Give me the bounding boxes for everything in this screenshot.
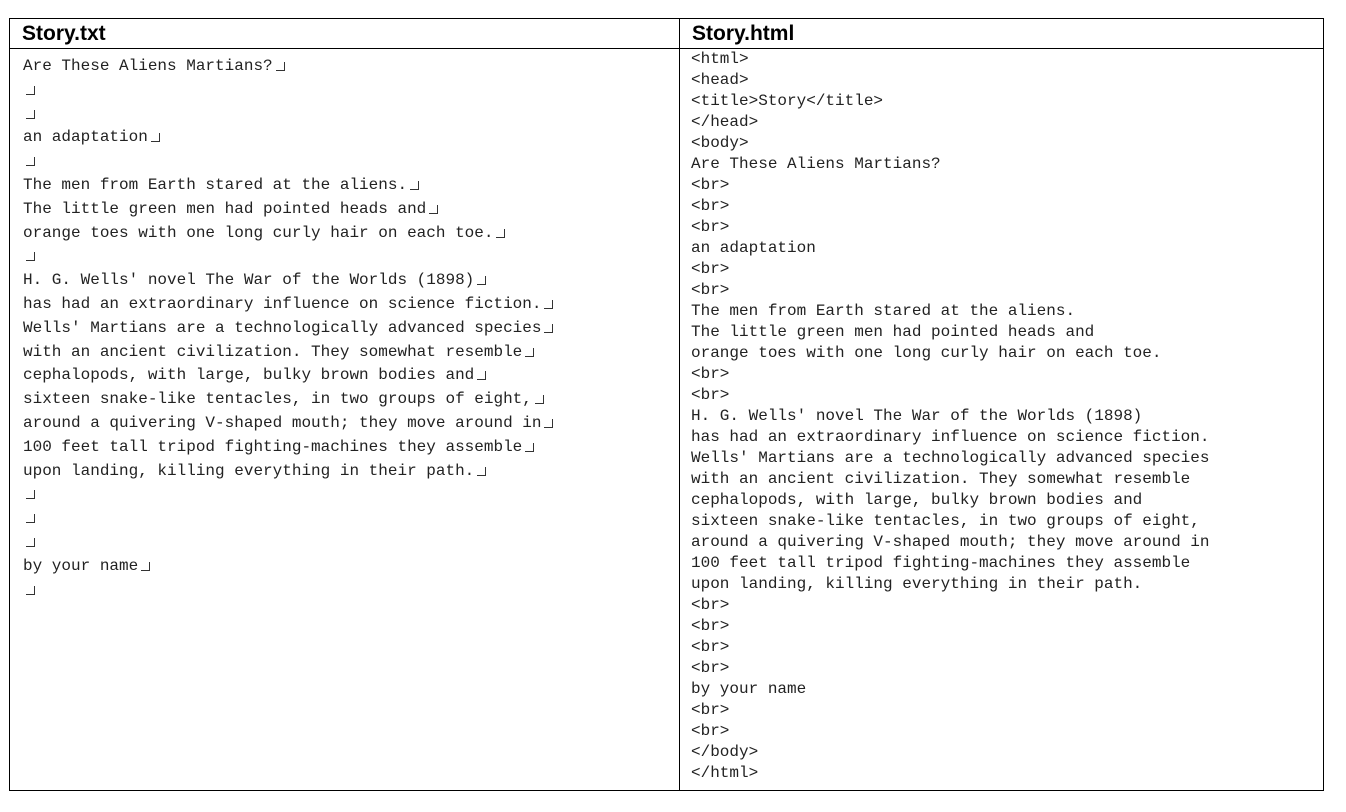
txt-line — [23, 79, 679, 103]
html-line: <br> — [691, 617, 730, 635]
carriage-return-icon — [544, 300, 553, 309]
txt-line-text: has had an extraordinary influence on science fiction. — [23, 294, 542, 313]
txt-line-text: around a quivering V-shaped mouth; they move around in — [23, 413, 542, 432]
html-line: The little green men had pointed heads and — [691, 323, 1095, 341]
txt-line-text: cephalopods, with large, bulky brown bodies and — [23, 366, 475, 385]
carriage-return-icon — [496, 229, 505, 238]
txt-line — [23, 341, 679, 365]
html-line: </html> — [691, 764, 759, 782]
txt-line-text: The little green men had pointed heads and — [23, 199, 427, 218]
html-line: </body> — [691, 743, 759, 761]
txt-line-text: by your name — [23, 556, 139, 575]
html-line: 100 feet tall tripod fighting-machines they assemble — [691, 554, 1191, 572]
txt-line-text: H. G. Wells' novel The War of the Worlds (1898) — [23, 271, 475, 290]
html-line: The men from Earth stared at the aliens. — [691, 302, 1076, 320]
txt-line — [23, 245, 679, 269]
carriage-return-icon — [26, 490, 35, 499]
html-line: sixteen snake-like tentacles, in two groups of eight, — [691, 512, 1200, 530]
carriage-return-icon — [276, 62, 285, 71]
txt-line — [23, 364, 679, 388]
txt-line — [23, 317, 679, 341]
carriage-return-icon — [429, 205, 438, 214]
carriage-return-icon — [410, 181, 419, 190]
carriage-return-icon — [26, 586, 35, 595]
story-txt-content — [10, 49, 680, 790]
txt-line — [23, 555, 679, 579]
html-line: <body> — [691, 134, 749, 152]
html-line: <title>Story</title> — [691, 92, 884, 110]
html-line: with an ancient civilization. They somewhat resemble — [691, 470, 1191, 488]
carriage-return-icon — [141, 562, 150, 571]
txt-line — [23, 198, 679, 222]
txt-line — [23, 507, 679, 531]
txt-line-text: Wells' Martians are a technologically advanced species — [23, 318, 542, 337]
html-line: <br> — [691, 659, 730, 677]
html-line: an adaptation — [691, 239, 816, 257]
carriage-return-icon — [26, 110, 35, 119]
html-line: orange toes with one long curly hair on each toe. — [691, 344, 1162, 362]
html-line: by your name — [691, 680, 807, 698]
html-line: <br> — [691, 218, 730, 236]
html-line: cephalopods, with large, bulky brown bodies and — [691, 491, 1143, 509]
comparison-table — [9, 18, 1324, 791]
html-line: Wells' Martians are a technologically advanced species — [691, 449, 1210, 467]
story-html-content — [680, 49, 1323, 790]
html-line: around a quivering V-shaped mouth; they move around in — [691, 533, 1210, 551]
txt-line — [23, 55, 679, 79]
html-line: <br> — [691, 260, 730, 278]
carriage-return-icon — [151, 133, 160, 142]
txt-line — [23, 531, 679, 555]
txt-line-text: Are These Aliens Martians? — [23, 57, 273, 75]
txt-line — [23, 126, 679, 150]
html-line: <br> — [691, 281, 730, 299]
carriage-return-icon — [544, 419, 553, 428]
txt-line — [23, 293, 679, 317]
carriage-return-icon — [477, 276, 486, 285]
carriage-return-icon — [26, 86, 35, 95]
right-panel-title: Story.html — [680, 19, 1323, 49]
html-line: <br> — [691, 701, 730, 719]
txt-line — [23, 412, 679, 436]
carriage-return-icon — [26, 252, 35, 261]
txt-line — [23, 579, 679, 603]
html-line: <br> — [691, 722, 730, 740]
txt-line — [23, 150, 679, 174]
txt-line — [23, 103, 679, 127]
html-line: <br> — [691, 386, 730, 404]
html-line: H. G. Wells' novel The War of the Worlds (1898) — [691, 407, 1143, 425]
txt-line — [23, 388, 679, 412]
carriage-return-icon — [535, 395, 544, 404]
txt-line-text: with an ancient civilization. They somewhat resemble — [23, 342, 523, 361]
txt-line — [23, 222, 679, 246]
html-line: <br> — [691, 638, 730, 656]
html-line: <html> — [691, 50, 749, 68]
txt-line-text: upon landing, killing everything in their path. — [23, 461, 475, 480]
html-line: <br> — [691, 596, 730, 614]
left-panel-title: Story.txt — [10, 19, 680, 49]
carriage-return-icon — [525, 443, 534, 452]
txt-line-text: sixteen snake-like tentacles, in two groups of eight, — [23, 390, 532, 409]
txt-line — [23, 483, 679, 507]
html-line: </head> — [691, 113, 759, 131]
carriage-return-icon — [477, 467, 486, 476]
txt-line — [23, 174, 679, 198]
txt-line — [23, 460, 679, 484]
txt-line-text: an adaptation — [23, 128, 148, 147]
html-line: <br> — [691, 197, 730, 215]
carriage-return-icon — [477, 371, 486, 380]
carriage-return-icon — [544, 324, 553, 333]
html-line: has had an extraordinary influence on science fiction. — [691, 428, 1210, 446]
txt-line-text: orange toes with one long curly hair on each toe. — [23, 223, 494, 242]
html-line: Are These Aliens Martians? — [691, 155, 941, 173]
html-line: <br> — [691, 365, 730, 383]
txt-line-text: The men from Earth stared at the aliens. — [23, 175, 408, 194]
html-line: upon landing, killing everything in their path. — [691, 575, 1143, 593]
html-line: <head> — [691, 71, 749, 89]
txt-line — [23, 269, 679, 293]
txt-line — [23, 436, 679, 460]
carriage-return-icon — [26, 538, 35, 547]
carriage-return-icon — [26, 157, 35, 166]
html-line: <br> — [691, 176, 730, 194]
carriage-return-icon — [26, 514, 35, 523]
carriage-return-icon — [525, 348, 534, 357]
txt-line-text: 100 feet tall tripod fighting-machines they assemble — [23, 437, 523, 456]
